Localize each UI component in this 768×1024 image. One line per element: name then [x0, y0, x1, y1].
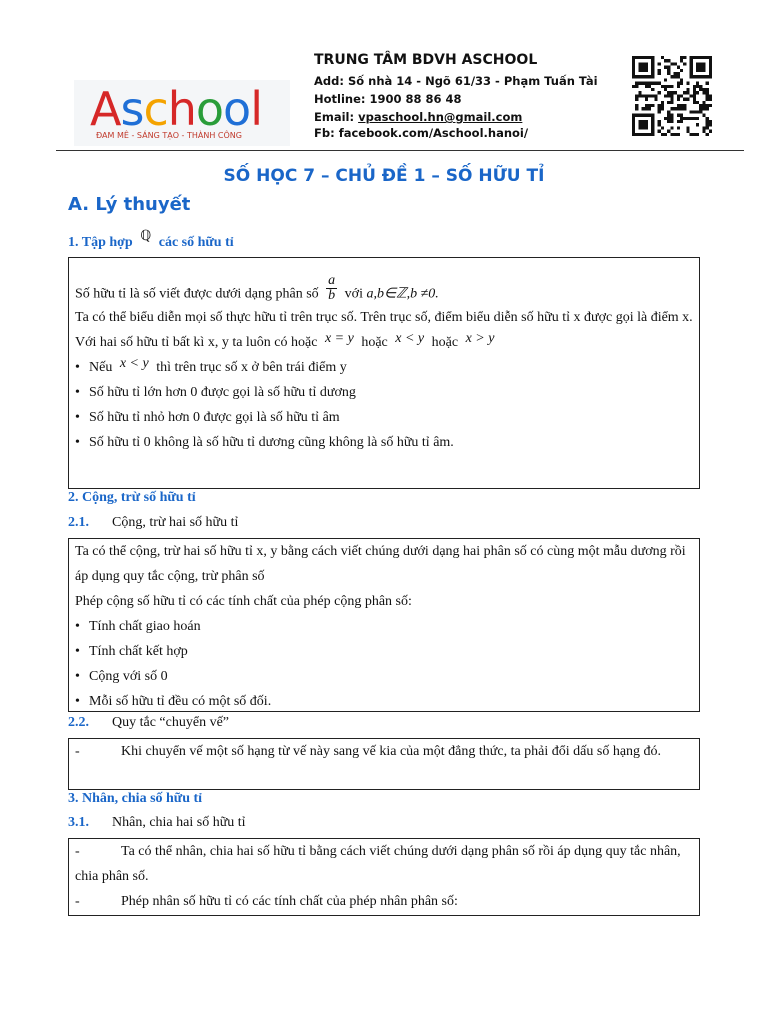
- section-3-heading: 3. Nhân, chia số hữu tỉ: [68, 791, 203, 806]
- email-label: Email:: [314, 110, 359, 124]
- subsection-number: 2.1.: [68, 515, 89, 530]
- section-1-box: [68, 257, 700, 489]
- definition-condition: a,b∈ℤ,b ≠0.: [366, 286, 439, 302]
- transposition-rule: [75, 739, 693, 764]
- list-item: • Tính chất kết hợp: [75, 639, 693, 664]
- rational-set-symbol: ℚ: [140, 228, 152, 244]
- center-name: TRUNG TÂM BDVH ASCHOOL: [314, 52, 538, 68]
- logo-tagline: ĐAM MÊ - SÁNG TẠO - THÀNH CÔNG: [96, 131, 242, 140]
- dash-marker: -: [75, 894, 80, 909]
- bullet-1-post: thì trên trục số x ở bên trái điểm y: [156, 360, 347, 375]
- email-line: [314, 110, 522, 124]
- list-item: • Số hữu tỉ nhỏ hơn 0 được gọi là số hữu tỉ âm: [75, 405, 693, 430]
- section-a-heading: A. Lý thuyết: [68, 194, 191, 215]
- email-link[interactable]: vpaschool.hn@gmail.com: [358, 110, 523, 124]
- list-item: • Tính chất giao hoán: [75, 614, 693, 639]
- definition-text: Số hữu tỉ là số viết được dưới dạng phân số: [75, 286, 319, 302]
- dash-marker: -: [75, 844, 80, 859]
- multiply-divide-paragraph: [75, 839, 693, 889]
- facebook-line: Fb: facebook.com/Aschool.hanoi/: [314, 126, 529, 140]
- bullet-1-pre: Nếu: [89, 360, 113, 375]
- address: Add: Số nhà 14 - Ngõ 61/33 - Phạm Tuấn Tài: [314, 74, 598, 88]
- bullet-1-math: x < y: [119, 356, 149, 371]
- definition-line: [75, 273, 693, 305]
- section-3-1-box: [68, 838, 700, 916]
- multiply-properties-text: Phép nhân số hữu tỉ có các tính chất của phép nhân phân số:: [121, 894, 458, 909]
- definition-with: với: [344, 286, 363, 302]
- section-2-1-box: [68, 538, 700, 712]
- list-item: • Mỗi số hữu tỉ đều có một số đối.: [75, 689, 693, 714]
- list-item: • Cộng với số 0: [75, 664, 693, 689]
- list-item: [75, 355, 693, 380]
- multiply-properties-intro: [75, 889, 693, 914]
- multiply-divide-text: Ta có thể nhân, chia hai số hữu tỉ bằng cách viết chúng dưới dạng phân số rồi áp dụng quy tắc nhân, chia phân số.: [75, 844, 681, 884]
- comparison-eq: x = y: [324, 331, 354, 346]
- fraction-a-over-b: [326, 274, 337, 303]
- subsection-3-1-heading: [68, 815, 246, 831]
- section-1-heading-pre: 1. Tập hợp: [68, 235, 133, 250]
- comparison-or-2: hoặc: [431, 335, 459, 350]
- comparison-lt: x < y: [395, 331, 425, 346]
- section-1-heading-post: các số hữu tỉ: [158, 235, 234, 250]
- properties-intro: Phép cộng số hữu tỉ có các tính chất của phép cộng phân số:: [75, 594, 412, 609]
- comparison-gt: x > y: [465, 331, 495, 346]
- number-line-paragraph: Ta có thể biểu diễn mọi số thực hữu tỉ trên trục số. Trên trục số, điểm biểu diễn số hữu tỉ x được gọi là điểm x.: [75, 310, 693, 325]
- qr-code-icon: [632, 56, 712, 136]
- subsection-2-1-heading: [68, 515, 238, 531]
- dash-marker: -: [75, 744, 80, 759]
- comparison-line: [75, 330, 693, 355]
- comparison-or-1: hoặc: [361, 335, 388, 350]
- comparison-text: Với hai số hữu tỉ bất kì x, y ta luôn có hoặc: [75, 335, 318, 350]
- add-subtract-paragraph: Ta có thể cộng, trừ hai số hữu tỉ x, y bằng cách viết chúng dưới dạng hai phân số có cùng một mẫu dương rồi áp dụng quy tắc cộng, trừ phân số: [75, 544, 686, 584]
- fraction-numerator: a: [328, 273, 336, 288]
- aschool-logo: [74, 80, 290, 146]
- fraction-denominator: b: [328, 288, 336, 303]
- list-item: • Số hữu tỉ 0 không là số hữu tỉ dương cũng không là số hữu tỉ âm.: [75, 430, 693, 455]
- header-divider: [56, 150, 744, 151]
- subsection-2-2-heading: [68, 715, 229, 731]
- subsection-number: 2.2.: [68, 715, 89, 730]
- subsection-title: Quy tắc “chuyển vế”: [112, 715, 229, 730]
- subsection-title: Nhân, chia hai số hữu tỉ: [112, 815, 246, 830]
- section-2-2-box: [68, 738, 700, 790]
- list-item: • Số hữu tỉ lớn hơn 0 được gọi là số hữu tỉ dương: [75, 380, 693, 405]
- transposition-text: Khi chuyển vế một số hạng từ vế này sang vế kia của một đẳng thức, ta phải đổi dấu số hạng đó.: [121, 744, 662, 759]
- section-1-heading: [68, 228, 234, 251]
- subsection-number: 3.1.: [68, 815, 89, 830]
- hotline: Hotline: 1900 88 86 48: [314, 92, 462, 106]
- page-title: SỐ HỌC 7 – CHỦ ĐỀ 1 – SỐ HỮU TỈ: [223, 166, 545, 186]
- section-2-heading: 2. Cộng, trừ số hữu tỉ: [68, 490, 196, 505]
- logo-wordmark: Aschool: [90, 82, 262, 136]
- subsection-title: Cộng, trừ hai số hữu tỉ: [112, 515, 239, 530]
